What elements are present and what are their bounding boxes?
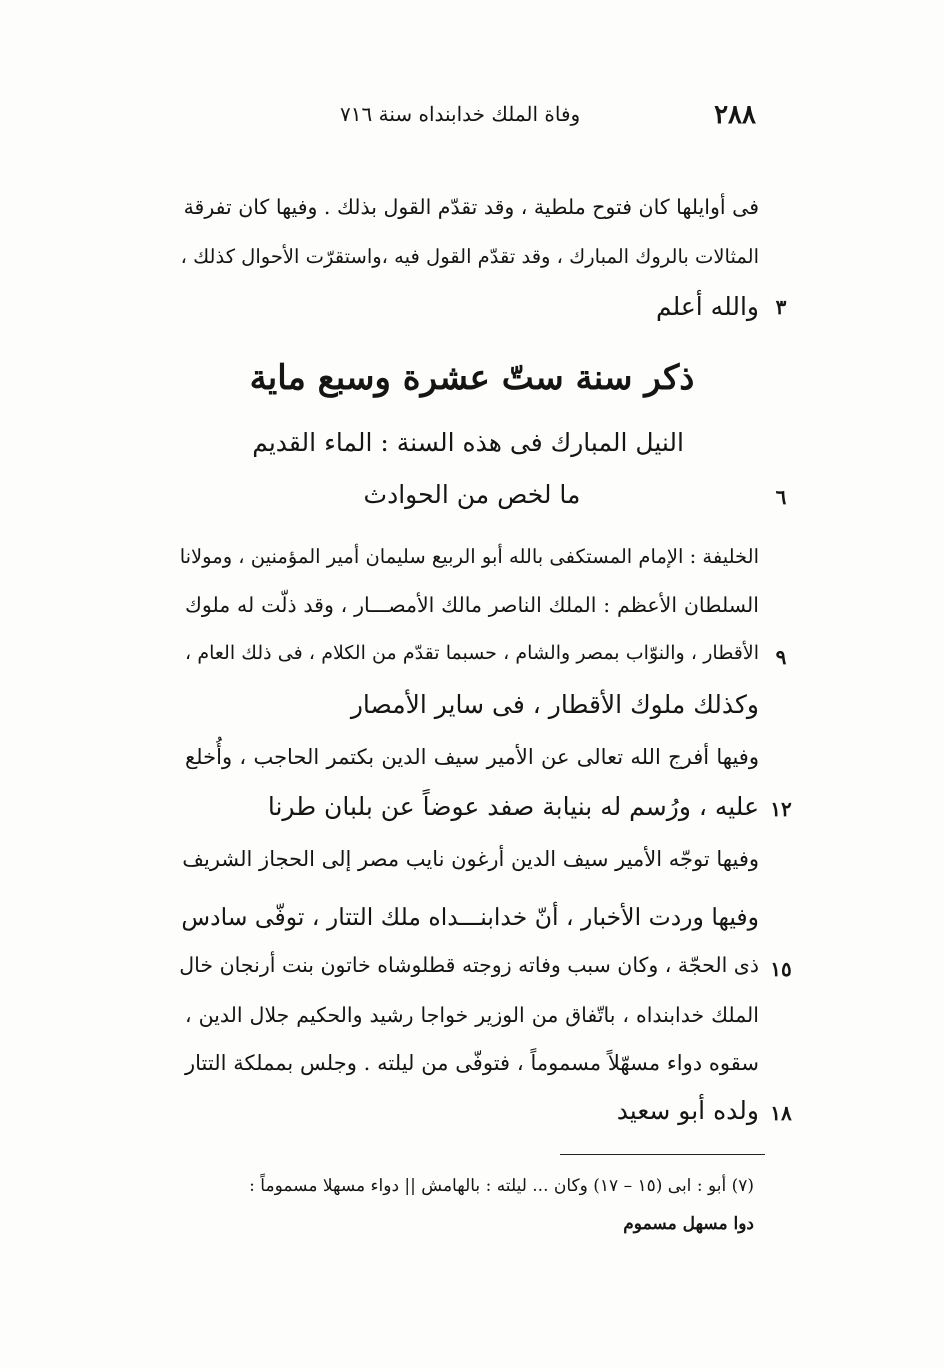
para1-line-2: السلطان الأعظم : الملك الناصر مالك الأمصـــار ، وقد ذلّت له ملوك [185,593,759,617]
intro-line-2: المثالات بالروك المبارك ، وقد تقدّم القول فيه ،واستقرّت الأحوال كذلك ، [180,245,759,268]
line-number-15: ١٥ [770,957,792,981]
running-title: وفاة الملك خدابنداه سنة ٧١٦ [340,102,581,126]
intro-line-3: والله أعلم [655,292,759,321]
page-number: ٢٨٨ [714,100,756,130]
para4-line-4: سقوه دواء مسهّلاً مسموماً ، فتوفّى من ليلته . وجلس بمملكة التتار [185,1051,759,1075]
intro-line-1: فى أوايلها كان فتوح ملطية ، وقد تقدّم القول بذلك . وفيها كان تفرقة [183,195,759,219]
para4-line-1: وفيها وردت الأخبار ، أنّ خدابنـــداه ملك التتار ، توفّى سادس [181,903,759,931]
para1-line-3: الأقطار ، والنوّاب بمصر والشام ، حسبما تقدّم من الكلام ، فى ذلك العام ، [185,642,759,664]
para2-line-1: وفيها أفرج الله تعالى عن الأمير سيف الدين بكتمر الحاجب ، وأُخلع [185,745,759,769]
para1-line-4: وكذلك ملوك الأقطار ، فى ساير الأمصار [350,690,759,719]
line-number-12: ١٢ [770,797,792,821]
section-title: ذكر سنة ستّ عشرة وسبع ماية [249,358,695,398]
line-number-3: ٣ [775,295,787,319]
footnote-line-2: دوا مسهل مسموم [623,1214,754,1234]
para2-line-2: عليه ، ورُسم له بنيابة صفد عوضاً عن بلبان طرنا [267,792,759,821]
subheading-events: ما لخص من الحوادث [363,480,581,509]
para4-line-3: الملك خدابنداه ، باتّفاق من الوزير خواجا رشيد والحكيم جلال الدين ، [185,1003,759,1027]
footnote-line-1: (٧) أبو : ابى (١٥ – ١٧) وكان ... ليلته : بالهامش || دواء مسهلا مسموماً : [249,1176,754,1196]
subheading-nile: النيل المبارك فى هذه السنة : الماء القديم [252,428,684,457]
line-number-9: ٩ [775,645,787,669]
footnote-divider [560,1154,765,1155]
line-number-18: ١٨ [770,1101,792,1125]
para4-line-2: ذى الحجّة ، وكان سبب وفاته زوجته قطلوشاه خاتون بنت أرنجان خال [179,953,759,977]
para3-line-1: وفيها توجّه الأمير سيف الدين أرغون نايب مصر إلى الحجاز الشريف [182,847,759,871]
para1-line-1: الخليفة : الإمام المستكفى بالله أبو الربيع سليمان أمير المؤمنين ، ومولانا [179,545,759,568]
line-number-6: ٦ [775,485,787,509]
para4-line-5: ولده أبو سعيد [616,1096,759,1125]
